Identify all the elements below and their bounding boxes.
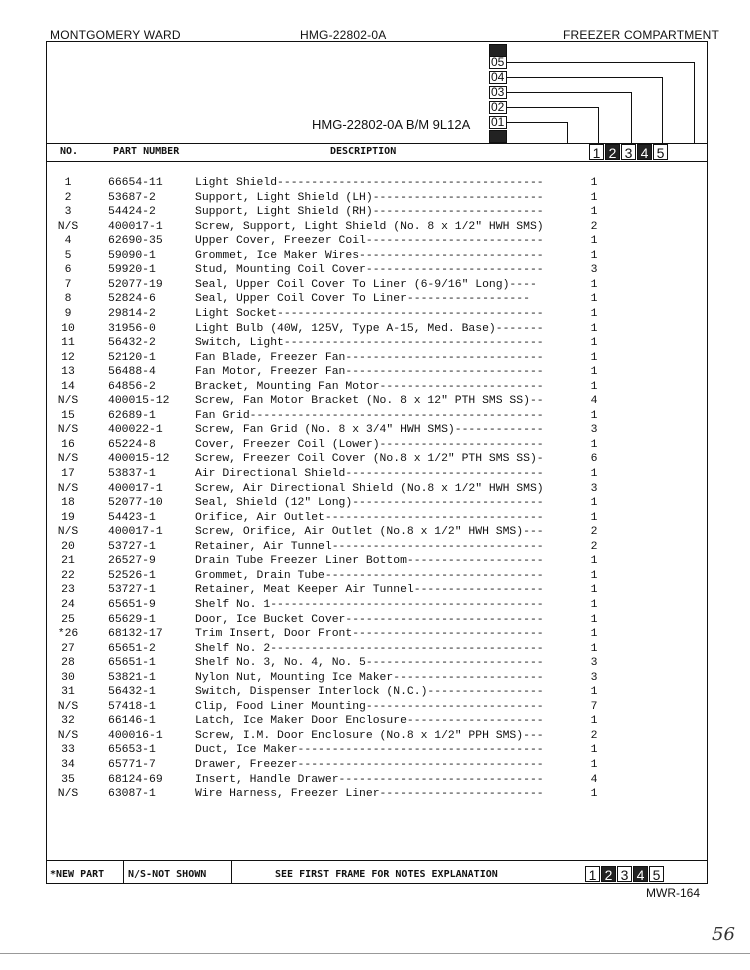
description: Switch, Light-------------------------------------- xyxy=(195,337,544,350)
variant-boxes-footer xyxy=(585,866,665,882)
quantity: 1 xyxy=(590,628,598,641)
footer-divider xyxy=(47,860,707,861)
item-number: N/S xyxy=(57,729,79,742)
table-row xyxy=(0,279,750,294)
description: Screw, Freezer Coil Cover (No.8 x 1/2" PTH SMS SS)- xyxy=(195,453,544,466)
item-number: 25 xyxy=(61,613,75,626)
description: Duct, Ice Maker------------------------------------ xyxy=(195,744,544,757)
table-row xyxy=(0,628,750,643)
description: Shelf No. 1---------------------------------------- xyxy=(195,598,544,611)
quantity: 1 xyxy=(590,613,598,626)
part-number: 53821-1 xyxy=(108,671,156,684)
description: Trim Insert, Door Front---------------------------- xyxy=(195,628,544,641)
quantity: 1 xyxy=(590,380,598,393)
description: Drawer, Freezer------------------------------------ xyxy=(195,759,544,771)
item-number: 21 xyxy=(61,555,75,568)
item-number: 18 xyxy=(61,497,75,510)
table-row xyxy=(0,381,750,396)
footer-new-part: *NEW PART xyxy=(50,869,105,880)
item-number: 31 xyxy=(61,686,75,699)
description: Insert, Handle Drawer------------------------------ xyxy=(195,773,544,786)
part-number: 400017-1 xyxy=(108,482,163,495)
quantity: 1 xyxy=(590,409,598,422)
item-number: 30 xyxy=(61,671,75,684)
table-row xyxy=(0,701,750,716)
part-number: 400015-12 xyxy=(108,395,170,408)
description: Light Shield--------------------------------------- xyxy=(195,177,544,189)
quantity: 1 xyxy=(590,642,598,655)
item-number: N/S xyxy=(57,700,79,713)
table-row xyxy=(0,715,750,730)
table-row xyxy=(0,323,750,338)
footer-variant-box-2: 2 xyxy=(601,866,616,882)
quantity: 3 xyxy=(590,657,598,670)
table-row xyxy=(0,541,750,556)
table-row xyxy=(0,672,750,687)
quantity: 1 xyxy=(590,715,598,728)
part-number: 26527-9 xyxy=(108,555,156,568)
item-number: 33 xyxy=(61,744,75,757)
footer-variant-box-3: 3 xyxy=(617,866,632,882)
variant-box-3: 3 xyxy=(621,144,636,160)
part-number: 400017-1 xyxy=(108,220,163,233)
part-number: 400016-1 xyxy=(108,729,163,742)
part-number: 56488-4 xyxy=(108,366,156,379)
description: Seal, Shield (12" Long)---------------------------- xyxy=(195,497,544,510)
item-number: 17 xyxy=(61,468,75,480)
quantity: 3 xyxy=(590,671,598,684)
table-row xyxy=(0,788,750,803)
quantity: 4 xyxy=(590,773,598,786)
quantity: 1 xyxy=(590,307,598,320)
quantity: 1 xyxy=(590,468,598,480)
stack-cap-bottom xyxy=(489,130,507,143)
table-row xyxy=(0,395,750,410)
variant-box-1: 1 xyxy=(589,144,604,160)
quantity: 2 xyxy=(590,220,598,233)
part-number: 52077-19 xyxy=(108,278,163,291)
table-row xyxy=(0,744,750,759)
stack-label-01: 01 xyxy=(489,116,507,129)
description: Nylon Nut, Mounting Ice Maker---------------------- xyxy=(195,671,544,684)
quantity: 6 xyxy=(590,453,598,466)
item-number: N/S xyxy=(57,482,79,495)
quantity: 2 xyxy=(590,729,598,742)
description: Wire Harness, Freezer Liner------------------------ xyxy=(195,788,544,801)
bill-of-material-label: HMG-22802-0A B/M 9L12A xyxy=(312,117,471,132)
part-number: 31956-0 xyxy=(108,322,156,335)
item-number: 12 xyxy=(61,351,75,364)
item-number: 3 xyxy=(64,206,72,219)
part-number: 53727-1 xyxy=(108,540,156,553)
table-row xyxy=(0,643,750,658)
table-row xyxy=(0,337,750,352)
part-number: 66654-11 xyxy=(108,177,163,189)
part-number: 54423-1 xyxy=(108,511,156,524)
description: Stud, Mounting Coil Cover-------------------------- xyxy=(195,264,544,277)
table-row xyxy=(0,468,750,483)
leader-03-drop xyxy=(631,92,632,144)
item-number: N/S xyxy=(57,220,79,233)
part-number: 53727-1 xyxy=(108,584,156,597)
part-number: 400022-1 xyxy=(108,424,163,437)
description: Drain Tube Freezer Liner Bottom-------------------- xyxy=(195,555,544,568)
table-row xyxy=(0,453,750,468)
table-row xyxy=(0,192,750,207)
part-number: 53837-1 xyxy=(108,468,156,480)
part-number: 62689-1 xyxy=(108,409,156,422)
quantity: 1 xyxy=(590,511,598,524)
item-number: N/S xyxy=(57,424,79,437)
leader-04-drop xyxy=(662,77,663,144)
description: Retainer, Meat Keeper Air Tunnel------------------- xyxy=(195,584,544,597)
quantity: 1 xyxy=(590,337,598,350)
leader-03 xyxy=(507,92,631,93)
table-row xyxy=(0,352,750,367)
description: Seal, Upper Coil Cover To Liner------------------ xyxy=(195,293,530,306)
item-number: 27 xyxy=(61,642,75,655)
table-row xyxy=(0,657,750,672)
quantity: 1 xyxy=(590,598,598,611)
quantity: 1 xyxy=(590,569,598,582)
quantity: 1 xyxy=(590,293,598,306)
item-number: N/S xyxy=(57,788,79,801)
quantity: 1 xyxy=(590,351,598,364)
header-divider-bottom xyxy=(47,161,707,162)
item-number: 1 xyxy=(64,177,72,189)
stack-label-02: 02 xyxy=(489,101,507,114)
part-number: 63087-1 xyxy=(108,788,156,801)
description: Support, Light Shield (RH)------------------------- xyxy=(195,206,544,219)
stack-label-04: 04 xyxy=(489,71,507,84)
quantity: 1 xyxy=(590,177,598,189)
table-row xyxy=(0,264,750,279)
item-number: 35 xyxy=(61,773,75,786)
part-number: 52526-1 xyxy=(108,569,156,582)
table-row xyxy=(0,730,750,745)
variant-box-4: 4 xyxy=(637,144,652,160)
quantity: 1 xyxy=(590,191,598,204)
part-number: 65651-2 xyxy=(108,642,156,655)
part-number: 57418-1 xyxy=(108,700,156,713)
header-brand: MONTGOMERY WARD xyxy=(50,28,181,42)
part-number: 29814-2 xyxy=(108,307,156,320)
table-row xyxy=(0,483,750,498)
description: Cover, Freezer Coil (Lower)------------------------ xyxy=(195,438,544,451)
description: Clip, Food Liner Mounting-------------------------- xyxy=(195,700,544,713)
footer-variant-box-5: 5 xyxy=(649,866,664,882)
table-row xyxy=(0,497,750,512)
part-number: 54424-2 xyxy=(108,206,156,219)
table-row xyxy=(0,424,750,439)
description: Switch, Dispenser Interlock (N.C.)----------------- xyxy=(195,686,544,699)
table-row xyxy=(0,250,750,265)
quantity: 7 xyxy=(590,700,598,713)
item-number: 14 xyxy=(61,380,75,393)
quantity: 2 xyxy=(590,540,598,553)
leader-05 xyxy=(507,62,694,63)
column-header-description: DESCRIPTION xyxy=(330,146,397,157)
description: Latch, Ice Maker Door Enclosure-------------------- xyxy=(195,715,544,728)
table-row xyxy=(0,221,750,236)
part-number: 59090-1 xyxy=(108,249,156,262)
table-row xyxy=(0,686,750,701)
item-number: 20 xyxy=(61,540,75,553)
part-number: 65651-9 xyxy=(108,598,156,611)
item-number: 5 xyxy=(64,249,72,262)
header-section: FREEZER COMPARTMENT xyxy=(563,28,720,42)
description: Light Bulb (40W, 125V, Type A-15, Med. Base)------- xyxy=(195,322,544,335)
quantity: 1 xyxy=(590,249,598,262)
quantity: 3 xyxy=(590,264,598,277)
stack-label-05: 05 xyxy=(489,56,507,69)
leader-02-drop xyxy=(598,107,599,144)
description: Screw, Fan Grid (No. 8 x 3/4" HWH SMS)------------- xyxy=(195,424,544,437)
item-number: 19 xyxy=(61,511,75,524)
item-number: 34 xyxy=(61,759,75,771)
description: Screw, Orifice, Air Outlet (No.8 x 1/2" HWH SMS)--- xyxy=(195,526,544,539)
description: Grommet, Drain Tube-------------------------------- xyxy=(195,569,544,582)
table-row xyxy=(0,526,750,541)
item-number: 23 xyxy=(61,584,75,597)
part-number: 53687-2 xyxy=(108,191,156,204)
description: Retainer, Air Tunnel------------------------------- xyxy=(195,540,544,553)
quantity: 1 xyxy=(590,235,598,248)
leader-02 xyxy=(507,107,598,108)
item-number: 6 xyxy=(64,264,72,277)
item-number: 32 xyxy=(61,715,75,728)
footer-not-shown: N/S-NOT SHOWN xyxy=(128,869,207,880)
part-number: 65651-1 xyxy=(108,657,156,670)
part-number: 65771-7 xyxy=(108,759,156,771)
part-number: 52824-6 xyxy=(108,293,156,306)
item-number: N/S xyxy=(57,395,79,408)
quantity: 4 xyxy=(590,395,598,408)
part-number: 400015-12 xyxy=(108,453,170,466)
description: Support, Light Shield (LH)------------------------- xyxy=(195,191,544,204)
item-number: 28 xyxy=(61,657,75,670)
description: Shelf No. 2---------------------------------------- xyxy=(195,642,544,655)
footer-sep-2 xyxy=(231,860,232,884)
leader-05-drop xyxy=(694,62,695,144)
table-row xyxy=(0,599,750,614)
item-number: 15 xyxy=(61,409,75,422)
table-row xyxy=(0,555,750,570)
footer-note: SEE FIRST FRAME FOR NOTES EXPLANATION xyxy=(275,869,498,880)
part-number: 400017-1 xyxy=(108,526,163,539)
footer-variant-box-1: 1 xyxy=(585,866,600,882)
item-number: 2 xyxy=(64,191,72,204)
description: Grommet, Ice Maker Wires--------------------------- xyxy=(195,249,544,262)
item-number: 8 xyxy=(64,293,72,306)
part-number: 66146-1 xyxy=(108,715,156,728)
handwritten-mark: 56 xyxy=(712,924,735,945)
table-row xyxy=(0,206,750,221)
quantity: 3 xyxy=(590,424,598,437)
leader-01-drop xyxy=(567,122,568,144)
quantity: 1 xyxy=(590,322,598,335)
quantity: 2 xyxy=(590,526,598,539)
table-row xyxy=(0,410,750,425)
item-number: 13 xyxy=(61,366,75,379)
quantity: 1 xyxy=(590,438,598,451)
description: Bracket, Mounting Fan Motor------------------------ xyxy=(195,380,544,393)
description: Door, Ice Bucket Cover----------------------------- xyxy=(195,613,544,626)
column-header-part-number: PART NUMBER xyxy=(113,146,180,157)
quantity: 1 xyxy=(590,744,598,757)
quantity: 1 xyxy=(590,759,598,771)
item-number: 22 xyxy=(61,569,75,582)
page-code: MWR-164 xyxy=(646,886,701,900)
table-row xyxy=(0,774,750,789)
quantity: 1 xyxy=(590,497,598,510)
item-number: 4 xyxy=(64,235,72,248)
table-row xyxy=(0,570,750,585)
description: Screw, Support, Light Shield (No. 8 x 1/2" HWH SMS) xyxy=(195,220,544,233)
item-number: 10 xyxy=(61,322,75,335)
item-number: N/S xyxy=(57,526,79,539)
part-number: 64856-2 xyxy=(108,380,156,393)
table-row xyxy=(0,177,750,192)
part-number: 65224-8 xyxy=(108,438,156,451)
table-row xyxy=(0,759,750,774)
item-number: 11 xyxy=(61,337,75,350)
quantity: 3 xyxy=(590,482,598,495)
quantity: 1 xyxy=(590,788,598,801)
footer-variant-box-4: 4 xyxy=(633,866,648,882)
part-number: 68132-17 xyxy=(108,628,163,641)
part-number: 56432-2 xyxy=(108,337,156,350)
description: Upper Cover, Freezer Coil-------------------------- xyxy=(195,235,544,248)
quantity: 1 xyxy=(590,366,598,379)
table-row xyxy=(0,235,750,250)
item-number: 9 xyxy=(64,307,72,320)
table-row xyxy=(0,366,750,381)
quantity: 1 xyxy=(590,686,598,699)
item-number: N/S xyxy=(57,453,79,466)
quantity: 1 xyxy=(590,206,598,219)
variant-box-2: 2 xyxy=(605,144,620,160)
part-number: 59920-1 xyxy=(108,264,156,277)
quantity: 1 xyxy=(590,584,598,597)
description: Orifice, Air Outlet-------------------------------- xyxy=(195,511,544,524)
table-row xyxy=(0,293,750,308)
leader-04 xyxy=(507,77,662,78)
stack-label-03: 03 xyxy=(489,86,507,99)
description: Fan Motor, Freezer Fan----------------------------- xyxy=(195,366,544,379)
description: Screw, I.M. Door Enclosure (No.8 x 1/2" PPH SMS)--- xyxy=(195,729,544,742)
item-number: *26 xyxy=(57,628,79,641)
table-row xyxy=(0,308,750,323)
part-number: 52077-10 xyxy=(108,497,163,510)
description: Screw, Fan Motor Bracket (No. 8 x 12" PTH SMS SS)-- xyxy=(195,395,544,408)
item-number: 16 xyxy=(61,438,75,451)
quantity: 1 xyxy=(590,278,598,291)
page-bottom-rule xyxy=(0,953,750,954)
part-number: 52120-1 xyxy=(108,351,156,364)
table-row xyxy=(0,614,750,629)
description: Fan Grid------------------------------------------- xyxy=(195,409,544,422)
part-number: 68124-69 xyxy=(108,773,163,786)
part-number: 65629-1 xyxy=(108,613,156,626)
item-number: 7 xyxy=(64,278,72,291)
footer-sep-1 xyxy=(123,860,124,884)
description: Light Socket--------------------------------------- xyxy=(195,307,544,320)
variant-box-5: 5 xyxy=(653,144,668,160)
part-number: 62690-35 xyxy=(108,235,163,248)
table-row xyxy=(0,439,750,454)
description: Air Directional Shield----------------------------- xyxy=(195,468,544,480)
part-number: 65653-1 xyxy=(108,744,156,757)
column-header-no: NO. xyxy=(60,146,79,157)
header-model: HMG-22802-0A xyxy=(300,28,387,42)
description: Seal, Upper Coil Cover To Liner (6-9/16" Long)---- xyxy=(195,278,537,291)
description: Screw, Air Directional Shield (No.8 x 1/2" HWH SMS) xyxy=(195,482,544,495)
table-row xyxy=(0,584,750,599)
quantity: 1 xyxy=(590,555,598,568)
description: Fan Blade, Freezer Fan----------------------------- xyxy=(195,351,544,364)
description: Shelf No. 3, No. 4, No. 5-------------------------- xyxy=(195,657,544,670)
table-row xyxy=(0,512,750,527)
variant-boxes-header xyxy=(589,144,669,160)
part-number: 56432-1 xyxy=(108,686,156,699)
item-number: 24 xyxy=(61,598,75,611)
leader-01 xyxy=(507,122,567,123)
